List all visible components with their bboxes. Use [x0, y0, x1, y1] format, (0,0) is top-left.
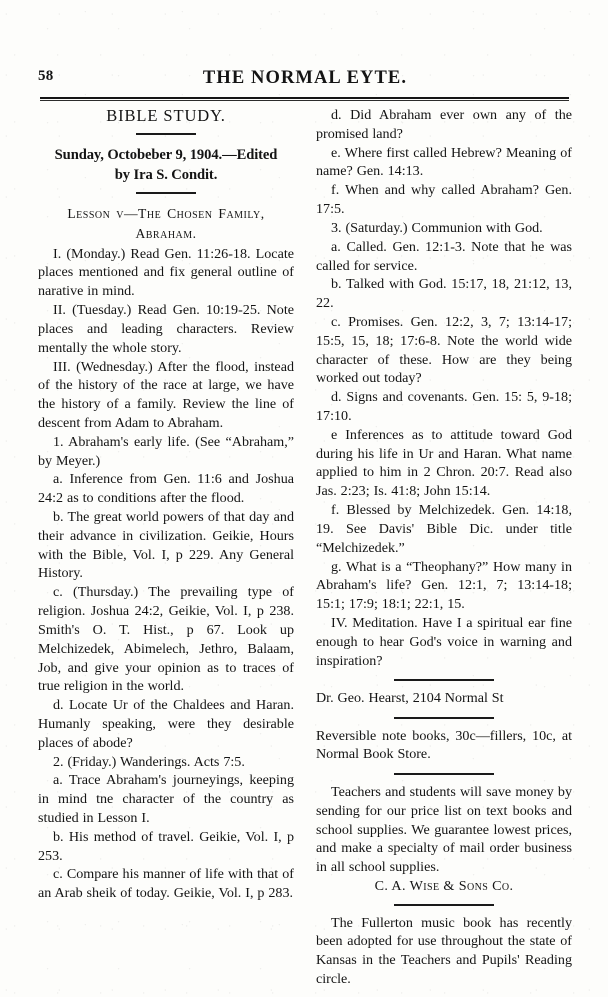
- lesson-paragraph: 3. (Saturday.) Communion with God.: [331, 219, 543, 236]
- dateline-line-2: by Ira S. Condit.: [114, 166, 218, 183]
- advertisement-hearst: Dr. Geo. Hearst, 2104 Normal St: [316, 690, 504, 707]
- lesson-paragraph: I. (Monday.) Read Gen. 11:26-18. Locate places mentioned and fix general outline of narative in mind.: [38, 245, 294, 300]
- lesson-paragraph: a. Trace Abraham's journeyings, keeping in mind tne character of the country as studied in Lesson I.: [38, 772, 294, 826]
- lesson-paragraph: e Inferences as to attitude toward God during his life in Ur and Haran. What name applied to him in 2 Chron. 20:7. Read also Jas. 2:23; Is. 41:8; John 15:14.: [316, 426, 572, 500]
- advertisement-wise-sons: Teachers and students will save money by sending for our price list on text books and school supplies. We guarantee lowest prices, and make a specialty of mail order business in all school supplies.: [316, 783, 572, 876]
- header-double-rule: [40, 97, 569, 101]
- lesson-paragraph: b. The great world powers of that day and their advance in civilization. Geikie, Hours with the Bible, Vol. I, p 229. Any General History.: [38, 509, 294, 582]
- lesson-paragraph: c. Compare his manner of life with that of an Arab sheik of today. Geikie, Vol. I, p 283.: [38, 866, 294, 902]
- lesson-paragraph: a. Called. Gen. 12:1-3. Note that he was called for service.: [316, 238, 572, 274]
- header-rule-thick: [40, 97, 569, 99]
- lesson-paragraph: b. His method of travel. Geikie, Vol. I, p 253.: [38, 828, 294, 864]
- lesson-paragraph: IV. Meditation. Have I a spiritual ear fine enough to hear God's voice in warning and inspiration?: [316, 614, 572, 669]
- advertisement-signature: C. A. Wise & Sons Co.: [374, 877, 514, 894]
- lesson-paragraph: c. Promises. Gen. 12:2, 3, 7; 13:14-17; 15:5, 15, 18; 17:6-8. Note the world wide character of these. How are they being worked out today?: [316, 313, 572, 387]
- left-column: [38, 106, 294, 991]
- lesson-paragraph: II. (Tuesday.) Read Gen. 10:19-25. Note places and leading characters. Review mentally the whole story.: [38, 302, 294, 356]
- lesson-heading-line-2: Abraham.: [135, 225, 197, 241]
- advertisement-normal-book-store: Reversible note books, 30c—fillers, 10c, at Normal Book Store.: [316, 727, 572, 763]
- lesson-paragraph: b. Talked with God. 15:17, 18, 21:12, 13, 22.: [316, 276, 572, 312]
- running-head: [38, 68, 572, 92]
- page-folio-number: 58: [38, 68, 54, 84]
- body-columns: [38, 106, 572, 991]
- publication-masthead: THE NORMAL EYTE.: [202, 68, 408, 88]
- lesson-paragraph: III. (Wednesday.) After the flood, instead of the history of the race at large, we have the history of a family. Review the line of descent from Adam to Abraham.: [38, 358, 294, 431]
- header-rule-thin: [40, 100, 569, 101]
- lesson-heading-line-1: Lesson v—The Chosen Family,: [67, 206, 265, 222]
- right-column: [316, 106, 572, 991]
- department-title-rule: [136, 133, 196, 135]
- lesson-paragraph: d. Locate Ur of the Chaldees and Haran. Humanly speaking, were they desirable places of abode?: [38, 697, 294, 751]
- dateline-line-1: Sunday, Octobeber 9, 1904.—Edited: [54, 147, 278, 164]
- lesson-paragraph: f. When and why called Abraham? Gen. 17:5.: [316, 182, 572, 218]
- lesson-paragraph: c. (Thursday.) The prevailing type of religion. Joshua 24:2, Geikie, Vol. I, p 238. Smith's O. T. Hist., p 67. Look up Melchizedek, Abimelech, Jethro, Balaam, Job, and give your opinion as to traces of true religion in the world.: [38, 584, 294, 695]
- ad-separator-rule: [394, 773, 494, 775]
- closing-note-rule: [394, 904, 494, 906]
- lesson-paragraph: 2. (Friday.) Wanderings. Acts 7:5.: [53, 753, 245, 770]
- lesson-paragraph: d. Did Abraham ever own any of the promised land?: [316, 107, 572, 142]
- department-title: BIBLE STUDY.: [106, 106, 226, 125]
- lesson-paragraph: 1. Abraham's early life. (See “Abraham,” by Meyer.): [38, 433, 294, 469]
- ad-separator-rule: [394, 717, 494, 719]
- lesson-paragraph: a. Inference from Gen. 11:6 and Joshua 24:2 as to conditions after the flood.: [38, 471, 294, 507]
- lesson-paragraph: e. Where first called Hebrew? Meaning of name? Gen. 14:13.: [316, 144, 572, 180]
- lesson-paragraph: d. Signs and covenants. Gen. 15: 5, 9-18; 17:10.: [316, 389, 572, 424]
- lesson-paragraph: f. Blessed by Melchizedek. Gen. 14:18, 19. See Davis' Bible Dic. under title “Melchizedek.”: [316, 502, 572, 556]
- closing-note: The Fullerton music book has recently been adopted for use throughout the state of Kansas in the Teachers and Pupils' Reading circle.: [316, 914, 572, 988]
- ad-separator-rule: [394, 679, 494, 681]
- dateline-rule: [136, 192, 196, 194]
- lesson-paragraph: g. What is a “Theophany?” How many in Abraham's life? Gen. 12:1, 7; 13:14-18; 15:1; 17:9; 18:1; 22:1, 15.: [316, 558, 572, 613]
